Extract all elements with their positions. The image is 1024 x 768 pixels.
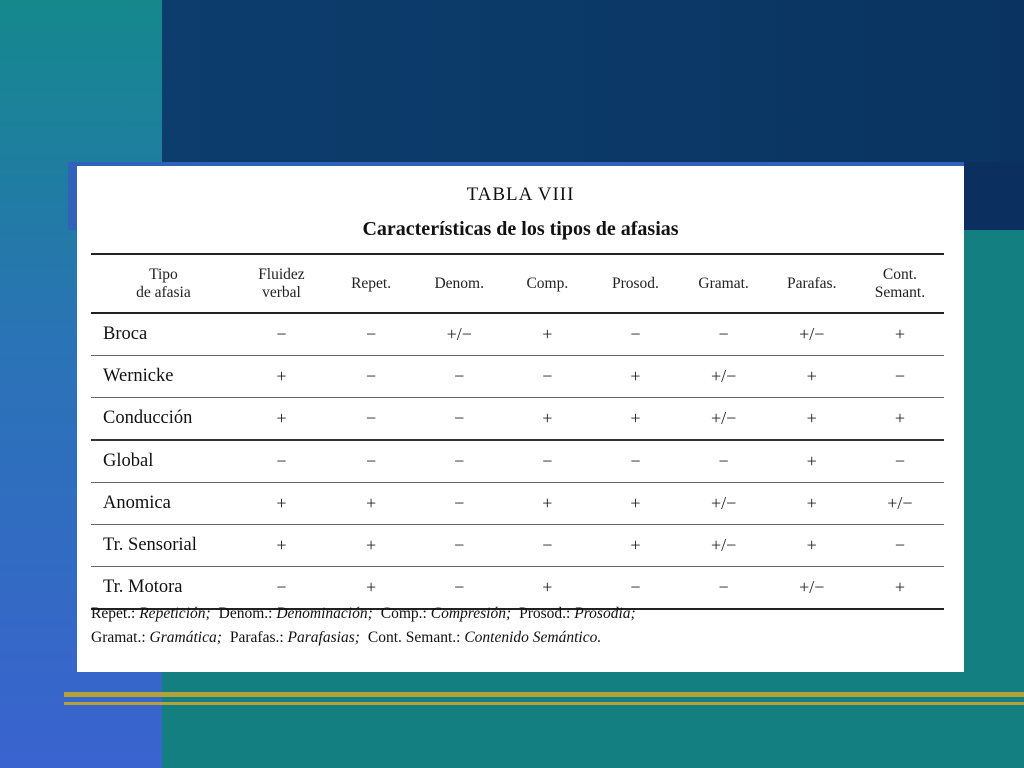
table-cell: + [236, 483, 327, 525]
table-cell: − [856, 356, 944, 398]
table-cell: − [415, 525, 503, 567]
table-title: Características de los tipos de afasias [362, 218, 679, 240]
legend-abbreviation: Gramat.: [91, 629, 146, 646]
column-header-line: Prosod. [611, 274, 659, 292]
table-row [91, 313, 944, 356]
table-cell: − [415, 440, 503, 483]
column-header [503, 254, 591, 313]
table-cell: − [236, 567, 327, 610]
table-cell: − [856, 525, 944, 567]
row-label: Conducción [91, 398, 236, 441]
table-cell: − [236, 313, 327, 356]
table-row [91, 356, 944, 398]
table-cell: − [856, 440, 944, 483]
table-row [91, 440, 944, 483]
column-header-line: de afasia [136, 283, 191, 301]
table-cell: − [415, 483, 503, 525]
column-header-line: Semant. [874, 283, 926, 301]
table-cell: + [591, 398, 679, 441]
table-cell: − [680, 567, 768, 610]
table-cell: + [856, 313, 944, 356]
table-cell: + [768, 525, 856, 567]
table-cell: − [415, 398, 503, 441]
table-cell: + [503, 483, 591, 525]
table-caption: TABLA VIII [466, 184, 575, 205]
table-cell: +/− [680, 398, 768, 441]
table-cell: − [503, 440, 591, 483]
column-header [415, 254, 503, 313]
table-cell: − [503, 356, 591, 398]
legend-abbreviation: Cont. Semant.: [367, 629, 461, 646]
table-cell: − [680, 440, 768, 483]
table-cell: + [768, 398, 856, 441]
table-cell: +/− [768, 567, 856, 610]
legend-definition: Repetición; [139, 605, 211, 622]
table-cell: +/− [768, 313, 856, 356]
table-cell: − [327, 356, 415, 398]
table-cell: − [591, 440, 679, 483]
table-cell: + [856, 567, 944, 610]
column-header-line: Cont. [882, 265, 917, 283]
table-row [91, 398, 944, 441]
column-header [91, 254, 236, 313]
table-cell: + [503, 313, 591, 356]
table-cell: + [591, 525, 679, 567]
table-cell: +/− [680, 356, 768, 398]
table-cell: + [327, 483, 415, 525]
table-cell: − [680, 313, 768, 356]
table-cell: − [503, 525, 591, 567]
table-cell: − [591, 313, 679, 356]
row-label: Tr. Sensorial [91, 525, 236, 567]
table-cell: − [327, 313, 415, 356]
table-cell: + [591, 356, 679, 398]
table-cell: + [768, 356, 856, 398]
column-header-line: Gramat. [698, 274, 749, 292]
table-body [91, 313, 944, 609]
legend-definition: Contenido Semántico. [464, 629, 602, 646]
column-header-line: Tipo [149, 265, 178, 283]
header-row [91, 254, 944, 313]
table-cell: +/− [856, 483, 944, 525]
legend-abbreviation: Repet.: [91, 605, 136, 622]
column-header-line: Repet. [351, 274, 392, 292]
table-cell: − [415, 567, 503, 610]
legend-abbreviation: Parafas.: [229, 629, 284, 646]
legend-definition: Denominación; [276, 605, 373, 622]
row-label: Global [91, 440, 236, 483]
gold-rule [64, 692, 1024, 697]
gold-rule-thin [64, 702, 1024, 705]
table-header [91, 254, 944, 313]
table-cell: + [856, 398, 944, 441]
row-label: Wernicke [91, 356, 236, 398]
table-cell: +/− [415, 313, 503, 356]
legend-abbreviation: Denom.: [218, 605, 273, 622]
table-legend [91, 602, 951, 650]
table-cell: + [236, 525, 327, 567]
legend-line-2 [91, 626, 951, 650]
header-accent-strip-dark [964, 162, 1024, 230]
table-cell: + [768, 483, 856, 525]
column-header-line: Fluidez [258, 265, 305, 283]
table-cell: − [327, 440, 415, 483]
aphasia-table [91, 253, 944, 610]
table-cell: + [503, 398, 591, 441]
table-row [91, 483, 944, 525]
column-header [236, 254, 327, 313]
row-label: Broca [91, 313, 236, 356]
legend-definition: Gramática; [149, 629, 222, 646]
table-cell: + [503, 567, 591, 610]
legend-abbreviation: Prosod.: [519, 605, 571, 622]
table-cell: + [236, 398, 327, 441]
column-header [768, 254, 856, 313]
column-header [327, 254, 415, 313]
column-header-line: Denom. [434, 274, 484, 292]
column-header [680, 254, 768, 313]
column-header [856, 254, 944, 313]
table-cell: + [591, 483, 679, 525]
table-cell: +/− [680, 483, 768, 525]
table-cell: − [236, 440, 327, 483]
legend-abbreviation: Comp.: [380, 605, 427, 622]
legend-definition: Compresión; [430, 605, 512, 622]
table-card [77, 166, 964, 672]
legend-definition: Parafasias; [287, 629, 360, 646]
table-cell: − [415, 356, 503, 398]
column-header-line: verbal [262, 283, 301, 301]
table-cell: − [327, 398, 415, 441]
table-cell: + [768, 440, 856, 483]
row-label: Tr. Motora [91, 567, 236, 610]
table-cell: − [591, 567, 679, 610]
table-cell: +/− [680, 525, 768, 567]
table-cell: + [327, 567, 415, 610]
column-header-line: Comp. [526, 274, 569, 292]
column-header [591, 254, 679, 313]
row-label: Anomica [91, 483, 236, 525]
legend-definition: Prosodia; [574, 605, 636, 622]
legend-line-1 [91, 602, 951, 626]
table-row [91, 525, 944, 567]
column-header-line: Parafas. [786, 274, 837, 292]
table-cell: + [327, 525, 415, 567]
table-cell: + [236, 356, 327, 398]
